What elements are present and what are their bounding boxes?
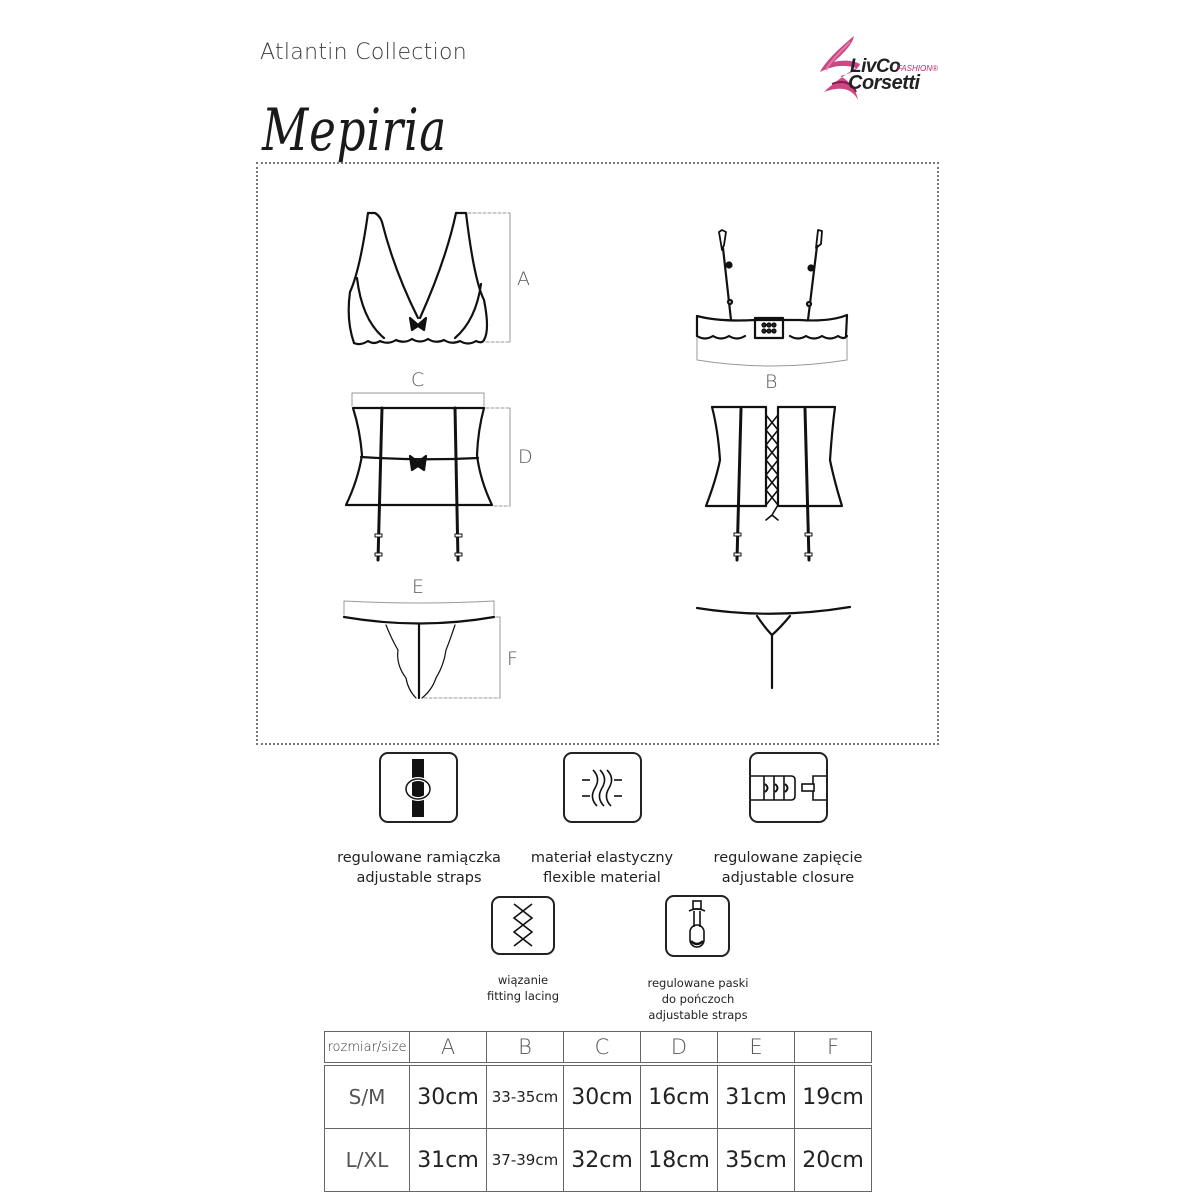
thong-front-drawing bbox=[344, 617, 494, 698]
adjustable-strap-icon bbox=[381, 754, 456, 821]
value-cell: 19cm bbox=[795, 1066, 872, 1129]
header-e: E bbox=[718, 1032, 795, 1063]
thong-back-drawing bbox=[697, 607, 850, 688]
brand-fashion-tag: FASHION® bbox=[897, 64, 938, 73]
feature-label-en: fitting lacing bbox=[486, 989, 560, 1003]
table-row bbox=[325, 1129, 872, 1192]
feature-label-adjustable-straps bbox=[325, 848, 513, 888]
feature-label-garter-straps bbox=[627, 975, 769, 1023]
feature-label-en: adjustable straps bbox=[648, 1008, 748, 1022]
feature-garter-straps bbox=[665, 895, 730, 957]
hook-closure-icon bbox=[751, 754, 826, 821]
feature-label-fitting-lacing bbox=[463, 972, 583, 1004]
value-cell: 30cm bbox=[410, 1066, 487, 1129]
collection-title: Atlantin Collection bbox=[260, 40, 468, 65]
bra-front-drawing bbox=[349, 213, 487, 344]
dimension-label-d: D bbox=[518, 446, 533, 468]
value-cell: 20cm bbox=[795, 1129, 872, 1192]
feature-label-pl: regulowane zapięcie bbox=[713, 850, 863, 866]
feature-label-pl: wiązanie bbox=[497, 973, 549, 987]
feature-label-en: adjustable straps bbox=[356, 870, 482, 886]
value-cell: 35cm bbox=[718, 1129, 795, 1192]
dimension-label-c: C bbox=[411, 369, 425, 391]
feature-label-flexible-material bbox=[508, 848, 696, 888]
corset-front-drawing bbox=[346, 408, 492, 560]
size-table-header bbox=[325, 1032, 872, 1063]
garter-clip-icon bbox=[667, 897, 728, 955]
table-row bbox=[325, 1066, 872, 1129]
feature-label-pl2: do pończoch bbox=[661, 992, 735, 1006]
lacing-icon bbox=[493, 898, 553, 953]
value-cell: 31cm bbox=[718, 1066, 795, 1129]
size-cell: L/XL bbox=[325, 1129, 410, 1192]
value-cell: 37-39cm bbox=[487, 1129, 564, 1192]
feature-adjustable-closure bbox=[749, 752, 828, 823]
header-b: B bbox=[487, 1032, 564, 1063]
bra-back-drawing bbox=[697, 230, 847, 339]
feature-fitting-lacing bbox=[491, 896, 555, 955]
feature-label-en: flexible material bbox=[543, 870, 661, 886]
feature-label-adjustable-closure bbox=[693, 848, 883, 888]
value-cell: 32cm bbox=[564, 1129, 641, 1192]
value-cell: 16cm bbox=[641, 1066, 718, 1129]
feature-label-en: adjustable closure bbox=[721, 870, 855, 886]
dimension-label-e: E bbox=[412, 576, 425, 598]
header-d: D bbox=[641, 1032, 718, 1063]
size-cell: S/M bbox=[325, 1066, 410, 1129]
header-f: F bbox=[795, 1032, 872, 1063]
dimension-label-f: F bbox=[507, 648, 518, 670]
feature-label-pl: materiał elastyczny bbox=[530, 850, 674, 866]
value-cell: 33-35cm bbox=[487, 1066, 564, 1129]
corset-back-drawing bbox=[706, 407, 842, 560]
feature-label-pl: regulowane paski bbox=[647, 976, 749, 990]
feature-adjustable-straps bbox=[379, 752, 458, 823]
header-a: A bbox=[410, 1032, 487, 1063]
dimension-label-b: B bbox=[765, 371, 778, 393]
value-cell: 30cm bbox=[564, 1066, 641, 1129]
elastic-material-icon bbox=[565, 754, 640, 821]
header-c: C bbox=[564, 1032, 641, 1063]
feature-flexible-material bbox=[563, 752, 642, 823]
dimension-label-a: A bbox=[517, 268, 530, 290]
value-cell: 18cm bbox=[641, 1129, 718, 1192]
product-name: Mepiria bbox=[262, 96, 448, 164]
brand-name-livco: LivCo bbox=[850, 56, 901, 77]
feature-label-pl: regulowane ramiączka bbox=[337, 850, 501, 866]
size-table bbox=[324, 1031, 872, 1192]
value-cell: 31cm bbox=[410, 1129, 487, 1192]
header-size: rozmiar/size bbox=[325, 1032, 410, 1063]
brand-name-corsetti: Corsetti bbox=[848, 72, 920, 94]
